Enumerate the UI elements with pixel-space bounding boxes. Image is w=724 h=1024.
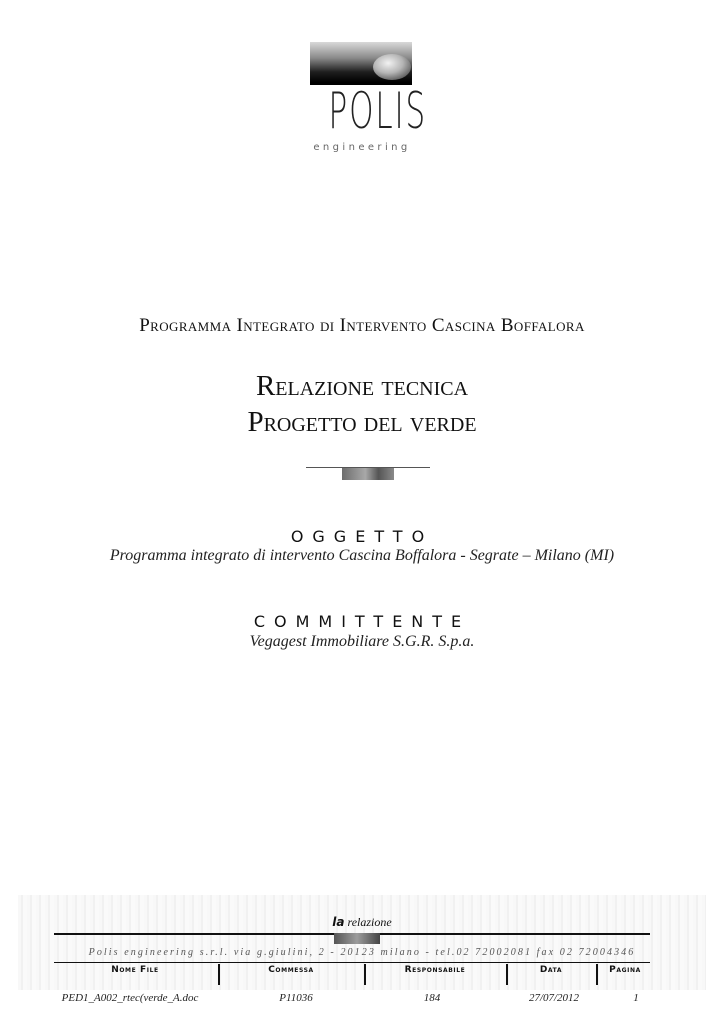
footer-image — [334, 933, 380, 944]
column-header-data: Data — [539, 965, 563, 975]
title-line-2: Progetto del verde — [247, 406, 477, 438]
column-header-pagina: Pagina — [609, 965, 641, 975]
company-address: Polis engineering s.r.l. via g.giulini, 2 - 20123 milano - tel.02 72002081 fax 02 72004346 — [88, 947, 636, 958]
divider-image — [342, 468, 394, 480]
logo-stone-image — [370, 46, 412, 80]
column-separator — [218, 964, 220, 985]
column-separator — [364, 964, 366, 985]
column-header-responsabile: Responsabile — [404, 965, 466, 975]
logo-tagline: engineering — [313, 142, 411, 153]
footer-caption-italic: relazione — [347, 915, 392, 929]
title-line-1: Relazione tecnica — [255, 370, 469, 402]
column-header-nome-file: Nome File — [111, 965, 159, 975]
column-separator — [506, 964, 508, 985]
company-logo — [308, 42, 428, 158]
oggetto-value: Programma integrato di intervento Cascina Boffalora - Segrate – Milano (MI) — [109, 547, 615, 564]
footer-caption-bold: la — [332, 915, 345, 929]
footer-middle-rule — [54, 962, 650, 963]
logo-wordmark: POLIS — [328, 82, 428, 140]
oggetto-label: OGGETTO — [290, 527, 434, 546]
footer-caption — [0, 915, 724, 930]
column-header-commessa: Commessa — [268, 965, 314, 975]
pagina-value: 1 — [633, 992, 639, 1004]
committente-value: Vegagest Immobiliare S.G.R. S.p.a. — [249, 633, 475, 650]
document-title — [0, 368, 724, 440]
data-value: 27/07/2012 — [528, 992, 580, 1004]
column-separator — [596, 964, 598, 985]
committente-label: COMMITTENTE — [253, 612, 471, 631]
file-name-value: PED1_A002_rtec(verde_A.doc — [61, 992, 199, 1004]
responsabile-value: 184 — [423, 992, 441, 1004]
commessa-value: P11036 — [279, 992, 313, 1004]
program-heading: Programma Integrato di Intervento Cascina Boffalora — [139, 315, 585, 336]
